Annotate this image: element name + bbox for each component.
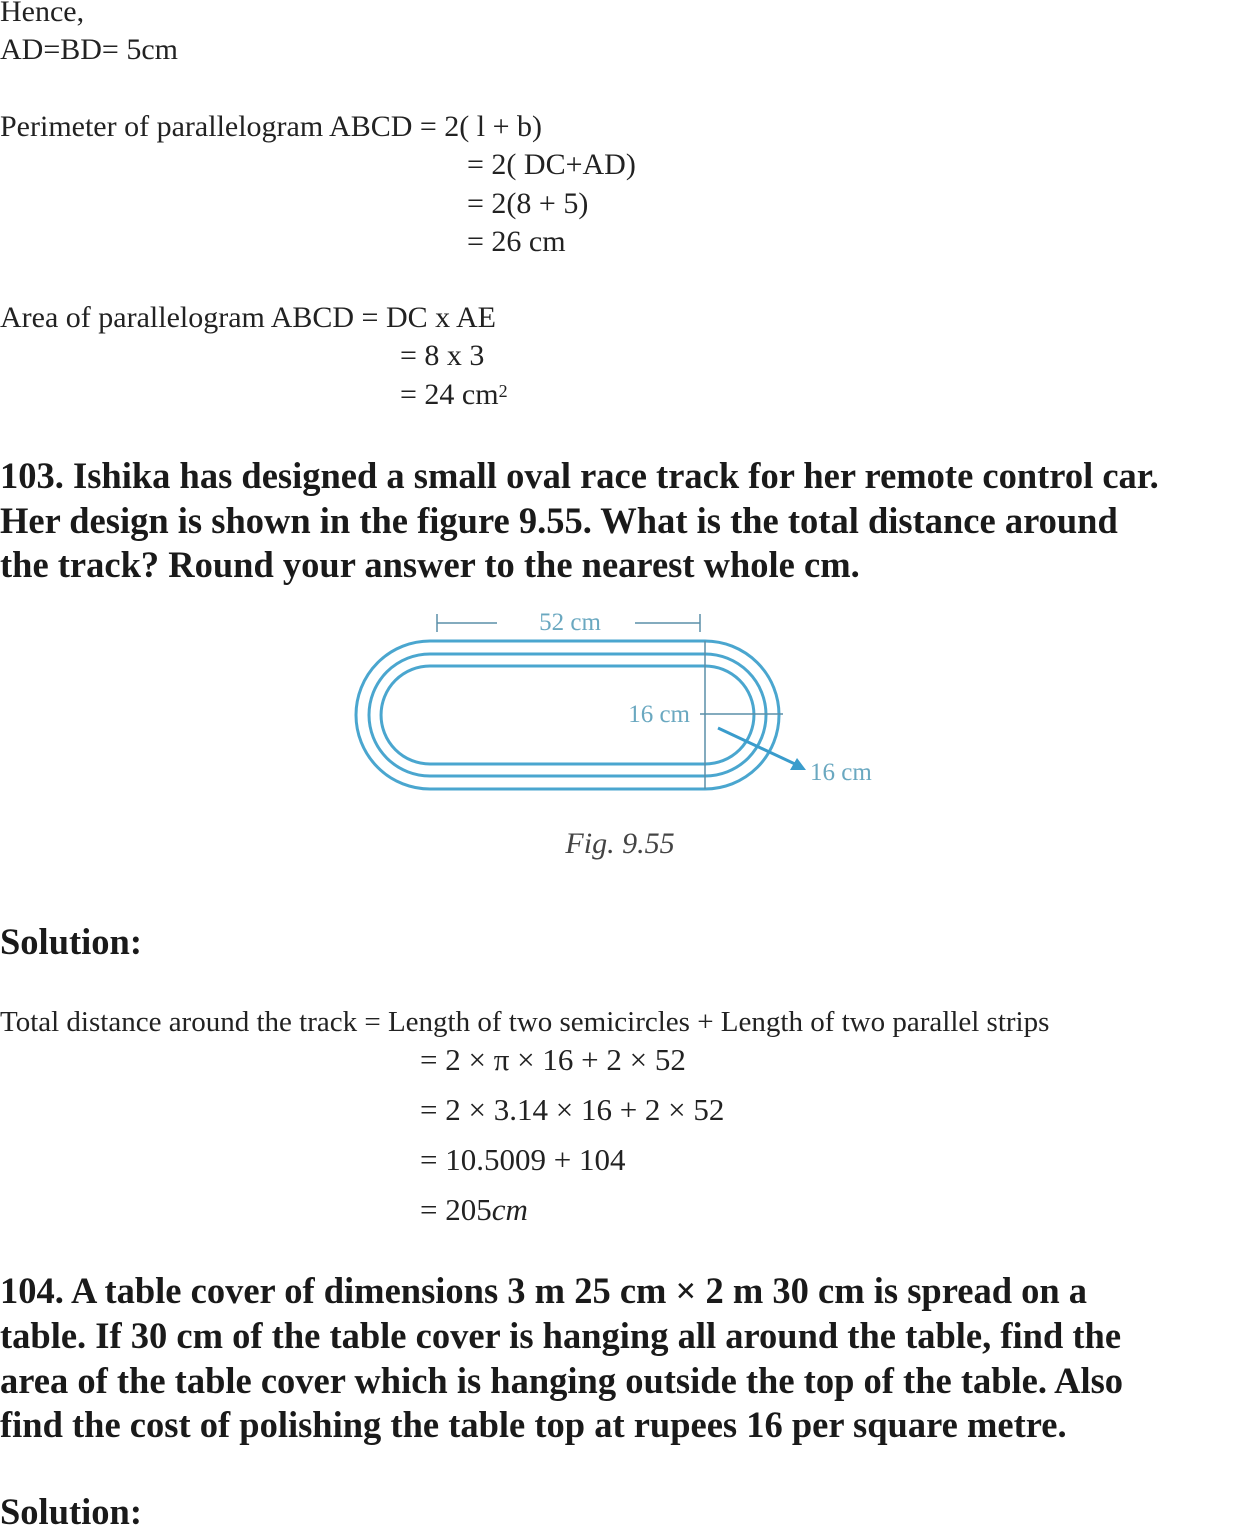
question-104-line-2: table. If 30 cm of the table cover is hanging all around the table, find the — [0, 1315, 1122, 1356]
radius-label: 16 cm — [628, 701, 690, 728]
hence-text: Hence, — [0, 0, 85, 28]
question-103-line-1: 103. Ishika has designed a small oval race track for her remote control car. — [0, 455, 1159, 496]
area-value: = 24 cm — [400, 378, 499, 411]
solution-heading-104: Solution: — [0, 1491, 142, 1528]
arrow-label: 16 cm — [810, 759, 872, 786]
solution-103-step-1: = 2 × π × 16 + 2 × 52 — [420, 1042, 686, 1077]
perimeter-line-2: = 2( DC+AD) — [467, 148, 636, 181]
ad-bd-text: AD=BD= 5cm — [0, 33, 178, 66]
solution-103-step-3: = 10.5009 + 104 — [420, 1142, 626, 1177]
final-value: = 205 — [420, 1192, 492, 1227]
solution-103-step-2: = 2 × 3.14 × 16 + 2 × 52 — [420, 1092, 725, 1127]
question-103-line-3: the track? Round your answer to the nearest whole cm. — [0, 544, 860, 585]
area-exponent: 2 — [498, 381, 508, 401]
length-label: 52 cm — [539, 609, 601, 636]
question-104-line-3: area of the table cover which is hanging outside the top of the table. Also — [0, 1360, 1124, 1401]
question-104-line-1: 104. A table cover of dimensions 3 m 25 cm × 2 m 30 cm is spread on a — [0, 1270, 1088, 1311]
question-103-line-2: Her design is shown in the figure 9.55. What is the total distance around — [0, 500, 1118, 541]
question-104-line-4: find the cost of polishing the table top at rupees 16 per square metre. — [0, 1404, 1067, 1445]
solution-103-line-1: Total distance around the track = Length of two semicircles + Length of two parallel strips — [0, 1006, 1050, 1038]
final-unit: cm — [491, 1192, 528, 1227]
figure-caption: Fig. 9.55 — [565, 827, 675, 860]
track-lanes — [356, 641, 779, 789]
perimeter-line-1: Perimeter of parallelogram ABCD = 2( l + b) — [0, 110, 543, 143]
perimeter-line-3: = 2(8 + 5) — [467, 187, 589, 220]
area-line-2: = 8 x 3 — [400, 339, 485, 372]
solution-heading-103: Solution: — [0, 921, 142, 962]
solution-103-step-4 — [420, 1192, 528, 1228]
perimeter-line-4: = 26 cm — [467, 225, 566, 258]
area-line-1: Area of parallelogram ABCD = DC x AE — [0, 301, 496, 334]
